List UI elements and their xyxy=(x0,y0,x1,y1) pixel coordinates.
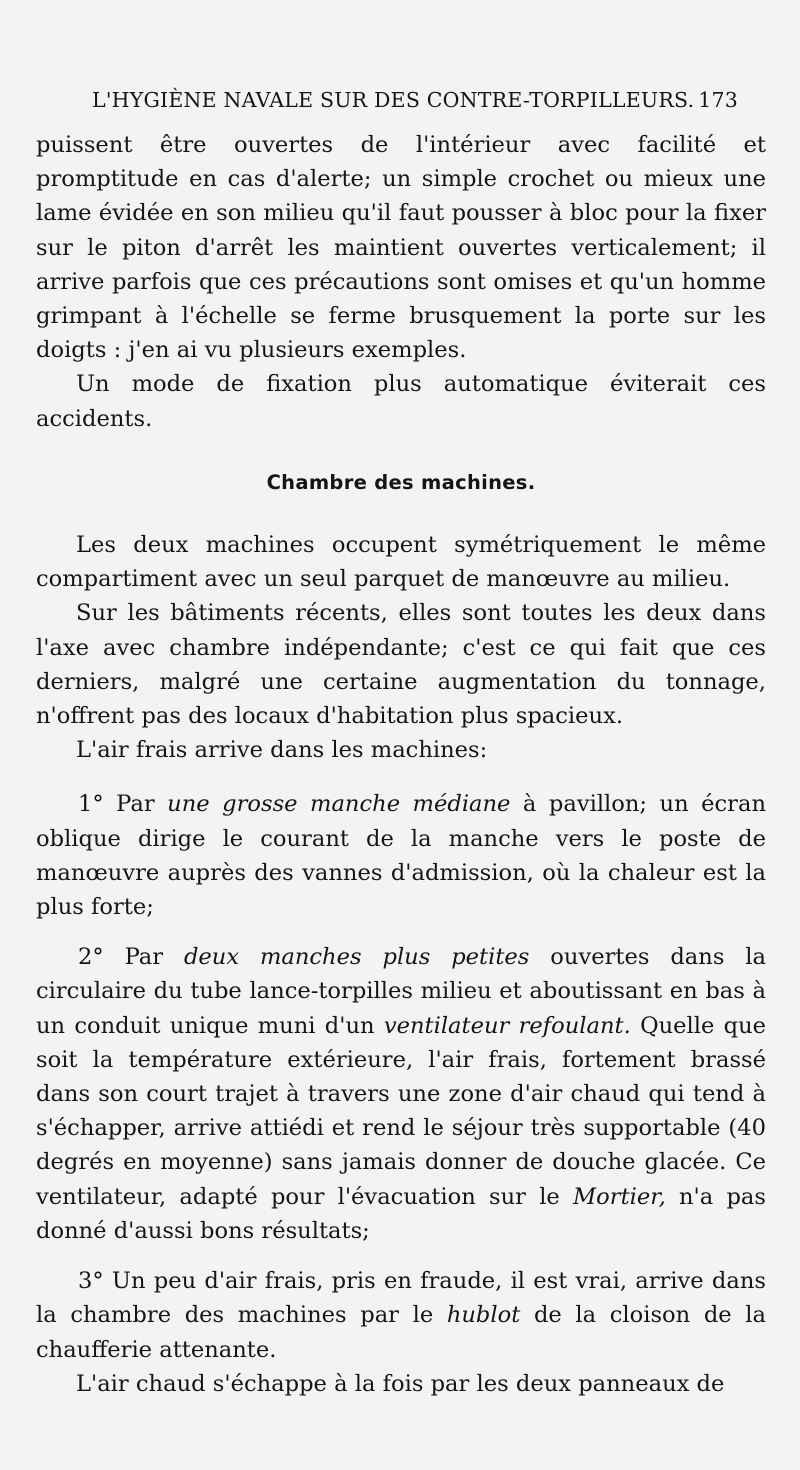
spacer xyxy=(36,924,766,940)
emphasis: une grosse manche médiane xyxy=(167,791,511,818)
list-item-text: n'a pas donné d'aussi bons résultats; xyxy=(36,1183,766,1244)
spacer xyxy=(36,767,766,787)
section-heading: Chambre des machines. xyxy=(266,470,536,494)
list-item-lead: 1° Par xyxy=(78,791,168,818)
emphasis: ventilateur refoulant. xyxy=(383,1012,631,1039)
paragraph: Les deux machines occupent symétriquement le même compartiment avec un seul parquet de manœuvre au milieu. xyxy=(36,532,766,593)
paragraph: Sur les bâtiments récents, elles sont toutes les deux dans l'axe avec chambre indépendante; c'est ce qui fait que ces derniers, malgré une certaine augmentation du tonnage, n'offrent pas des locaux d'habitation plus spacieux. xyxy=(36,600,766,730)
emphasis: Mortier, xyxy=(573,1183,666,1210)
list-item-lead: 2° Par xyxy=(78,944,184,971)
list-item-text: ouvertes dans la circulaire du tube lance-torpilles milieu et aboutissant en bas à un conduit unique muni d'un xyxy=(36,944,767,1039)
page-number: 173 xyxy=(698,88,738,112)
spacer xyxy=(36,1248,766,1264)
running-title: L'HYGIÈNE NAVALE SUR DES CONTRE-TORPILLEURS. xyxy=(92,88,695,112)
list-item xyxy=(36,787,766,924)
emphasis: deux manches plus petites xyxy=(183,944,530,971)
paragraph: L'air frais arrive dans les machines: xyxy=(76,737,488,764)
list-item-text: à pavillon; un écran oblique dirige le courant de la manche vers le poste de manœuvre auprès des vannes d'admission, où la chaleur est la plus forte; xyxy=(36,791,766,921)
list-item-text: de la cloison de la chaufferie attenante. xyxy=(36,1302,766,1363)
page-body xyxy=(36,128,766,1401)
paragraph: Un mode de fixation plus automatique éviterait ces accidents. xyxy=(36,371,766,432)
list-item-lead: 3° Un peu d'air frais, pris en fraude, il est vrai, arrive dans la chambre des machines par le xyxy=(36,1268,766,1329)
running-header xyxy=(92,88,738,124)
list-item-text: Quelle que soit la température extérieure, l'air frais, fortement brassé dans son court trajet à travers une zone d'air chaud qui tend à s'échapper, arrive attiédi et rend le séjour très supportable (40 degrés en moyenne) sans jamais donner de douche glacée. Ce ventilateur, adapté pour l'évacuation sur le xyxy=(36,1012,766,1210)
paragraph: L'air chaud s'échappe à la fois par les deux panneaux de xyxy=(76,1370,725,1397)
emphasis: hublot xyxy=(446,1302,521,1329)
list-item xyxy=(36,940,766,1248)
paragraph-continuation: puissent être ouvertes de l'intérieur avec facilité et promptitude en cas d'alerte; un simple crochet ou mieux une lame évidée en son milieu qu'il faut pousser à bloc pour la fixer sur le piton d'arrêt les maintient ouvertes verticalement; il arrive parfois que ces précautions sont omises et qu'un homme grimpant à l'échelle se ferme brusquement la porte sur les doigts : j'en ai vu plusieurs exemples. xyxy=(36,132,766,364)
list-item xyxy=(36,1264,766,1367)
